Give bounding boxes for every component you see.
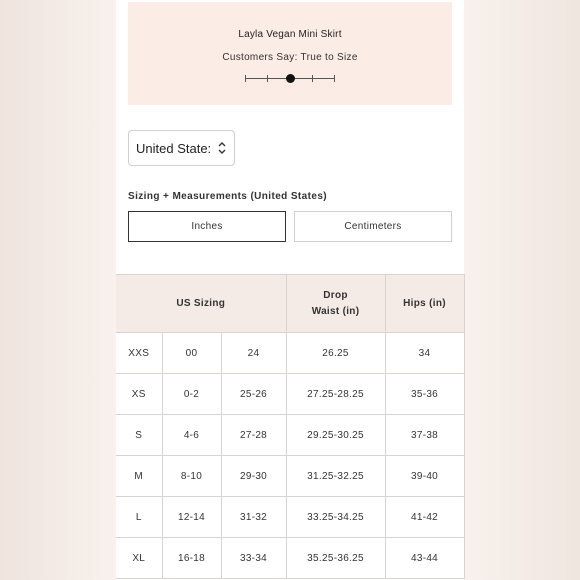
us-size-cell: 8-10 xyxy=(162,456,221,497)
drop-waist-cell: 35.25-36.25 xyxy=(286,538,385,579)
chevron-up-down-icon xyxy=(217,141,227,155)
hips-cell: 35-36 xyxy=(385,374,464,415)
waist-size-cell: 31-32 xyxy=(221,497,286,538)
size-table xyxy=(116,274,465,579)
size-label-cell: L xyxy=(116,497,162,538)
hips-cell: 34 xyxy=(385,333,464,374)
table-row xyxy=(116,456,464,497)
right-backdrop xyxy=(464,0,580,580)
fit-tick xyxy=(245,75,246,82)
fit-card xyxy=(128,2,452,105)
size-label-cell: S xyxy=(116,415,162,456)
fit-tick xyxy=(334,75,335,82)
waist-size-cell: 24 xyxy=(221,333,286,374)
region-select[interactable] xyxy=(128,130,235,166)
waist-size-cell: 25-26 xyxy=(221,374,286,415)
drop-waist-cell: 27.25-28.25 xyxy=(286,374,385,415)
fit-indicator-dot xyxy=(286,74,295,83)
header-hips: Hips (in) xyxy=(385,275,464,333)
fit-tick xyxy=(312,75,313,82)
table-row xyxy=(116,333,464,374)
sizing-section-title: Sizing + Measurements (United States) xyxy=(128,191,328,202)
size-label-cell: XL xyxy=(116,538,162,579)
header-drop-waist-line2: Waist (in) xyxy=(311,305,360,317)
us-size-cell: 00 xyxy=(162,333,221,374)
drop-waist-cell: 31.25-32.25 xyxy=(286,456,385,497)
us-size-cell: 12-14 xyxy=(162,497,221,538)
product-name: Layla Vegan Mini Skirt xyxy=(238,29,342,40)
us-size-cell: 16-18 xyxy=(162,538,221,579)
header-drop-waist xyxy=(286,275,385,333)
left-backdrop xyxy=(0,0,116,580)
us-size-cell: 4-6 xyxy=(162,415,221,456)
hips-cell: 37-38 xyxy=(385,415,464,456)
table-row xyxy=(116,538,464,579)
table-row xyxy=(116,415,464,456)
drop-waist-cell: 33.25-34.25 xyxy=(286,497,385,538)
header-us-sizing: US Sizing xyxy=(116,275,286,333)
waist-size-cell: 29-30 xyxy=(221,456,286,497)
drop-waist-cell: 26.25 xyxy=(286,333,385,374)
drop-waist-cell: 29.25-30.25 xyxy=(286,415,385,456)
table-header-row xyxy=(116,275,464,333)
size-label-cell: XS xyxy=(116,374,162,415)
fit-scale xyxy=(245,75,335,83)
table-row xyxy=(116,374,464,415)
waist-size-cell: 27-28 xyxy=(221,415,286,456)
size-label-cell: XXS xyxy=(116,333,162,374)
region-select-value: United State: xyxy=(136,140,212,156)
hips-cell: 43-44 xyxy=(385,538,464,579)
header-drop-waist-line1: Drop xyxy=(323,289,348,301)
hips-cell: 39-40 xyxy=(385,456,464,497)
hips-cell: 41-42 xyxy=(385,497,464,538)
table-row xyxy=(116,497,464,538)
waist-size-cell: 33-34 xyxy=(221,538,286,579)
size-guide-panel xyxy=(116,0,464,580)
inches-toggle-button[interactable]: Inches xyxy=(128,211,286,242)
size-label-cell: M xyxy=(116,456,162,497)
us-size-cell: 0-2 xyxy=(162,374,221,415)
fit-label: Customers Say: True to Size xyxy=(222,52,358,63)
centimeters-toggle-button[interactable]: Centimeters xyxy=(294,211,452,242)
fit-tick xyxy=(267,75,268,82)
